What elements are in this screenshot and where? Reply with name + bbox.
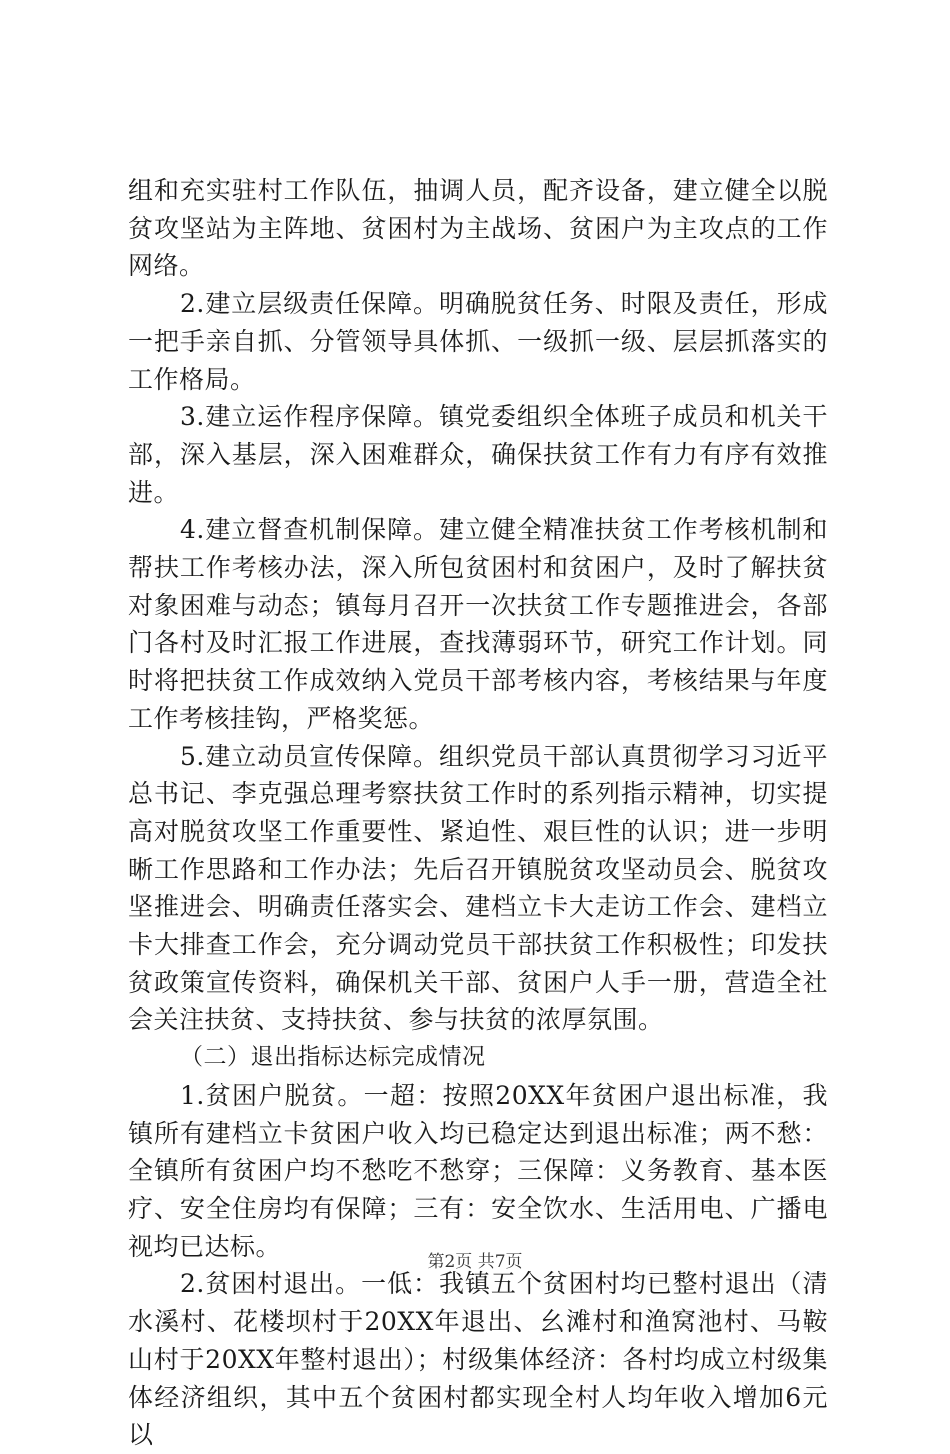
page-number-footer: 第2页 共7页 — [427, 1252, 523, 1272]
paragraph-level-responsibility: 2.建立层级责任保障。明确脱贫任务、时限及责任，形成一把手亲自抓、分管领导具体抓、一级抓一级、层层抓落实的工作格局。 — [128, 289, 828, 394]
paragraph-mobilization-publicity: 5.建立动员宣传保障。组织党员干部认真贯彻学习习近平总书记、李克强总理考察扶贫工作时的系列指示精神，切实提高对脱贫攻坚工作重要性、紧迫性、艰巨性的认识；进一步明晰工作思路和工作办法；先后召开镇脱贫攻坚动员会、脱贫攻坚推进会、明确责任落实会、建档立卡大走访工作会、建档立卡大排查工作会，充分调动党员干部扶贫工作积极性；印发扶贫政策宣传资料，确保机关干部、贫困户人手一册，营造全社会关注扶贫、支持扶贫、参与扶贫的浓厚氛围。 — [128, 741, 828, 1035]
paragraph-continued: 组和充实驻村工作队伍，抽调人员，配齐设备，建立健全以脱贫攻坚站为主阵地、贫困村为主战场、贫困户为主攻点的工作网络。 — [128, 176, 828, 281]
section-subheading: （二）退出指标达标完成情况 — [180, 1044, 486, 1071]
paragraph-village-exit: 2.贫困村退出。一低：我镇五个贫困村均已整村退出（清水溪村、花楼坝村于20XX年退出、幺滩村和渔窝池村、马鞍山村于20XX年整村退出）；村级集体经济：各村均成立村级集体经济组织，其中五个贫困村都实现全村人均年收入增加6元以 — [128, 1269, 828, 1450]
paragraph-operating-procedure: 3.建立运作程序保障。镇党委组织全体班子成员和机关干部，深入基层，深入困难群众，确保扶贫工作有力有序有效推进。 — [128, 402, 828, 507]
paragraph-supervision-mechanism: 4.建立督查机制保障。建立健全精准扶贫工作考核机制和帮扶工作考核办法，深入所包贫困村和贫困户，及时了解扶贫对象困难与动态；镇每月召开一次扶贫工作专题推进会，各部门各村及时汇报工作进展，查找薄弱环节，研究工作计划。同时将把扶贫工作成效纳入党员干部考核内容，考核结果与年度工作考核挂钩，严格奖惩。 — [128, 515, 828, 733]
paragraph-household-exit: 1.贫困户脱贫。一超：按照20XX年贫困户退出标准，我镇所有建档立卡贫困户收入均已稳定达到退出标准；两不愁：全镇所有贫困户均不愁吃不愁穿；三保障：义务教育、基本医疗、安全住房均有保障；三有：安全饮水、生活用电、广播电视均已达标。 — [128, 1080, 828, 1261]
